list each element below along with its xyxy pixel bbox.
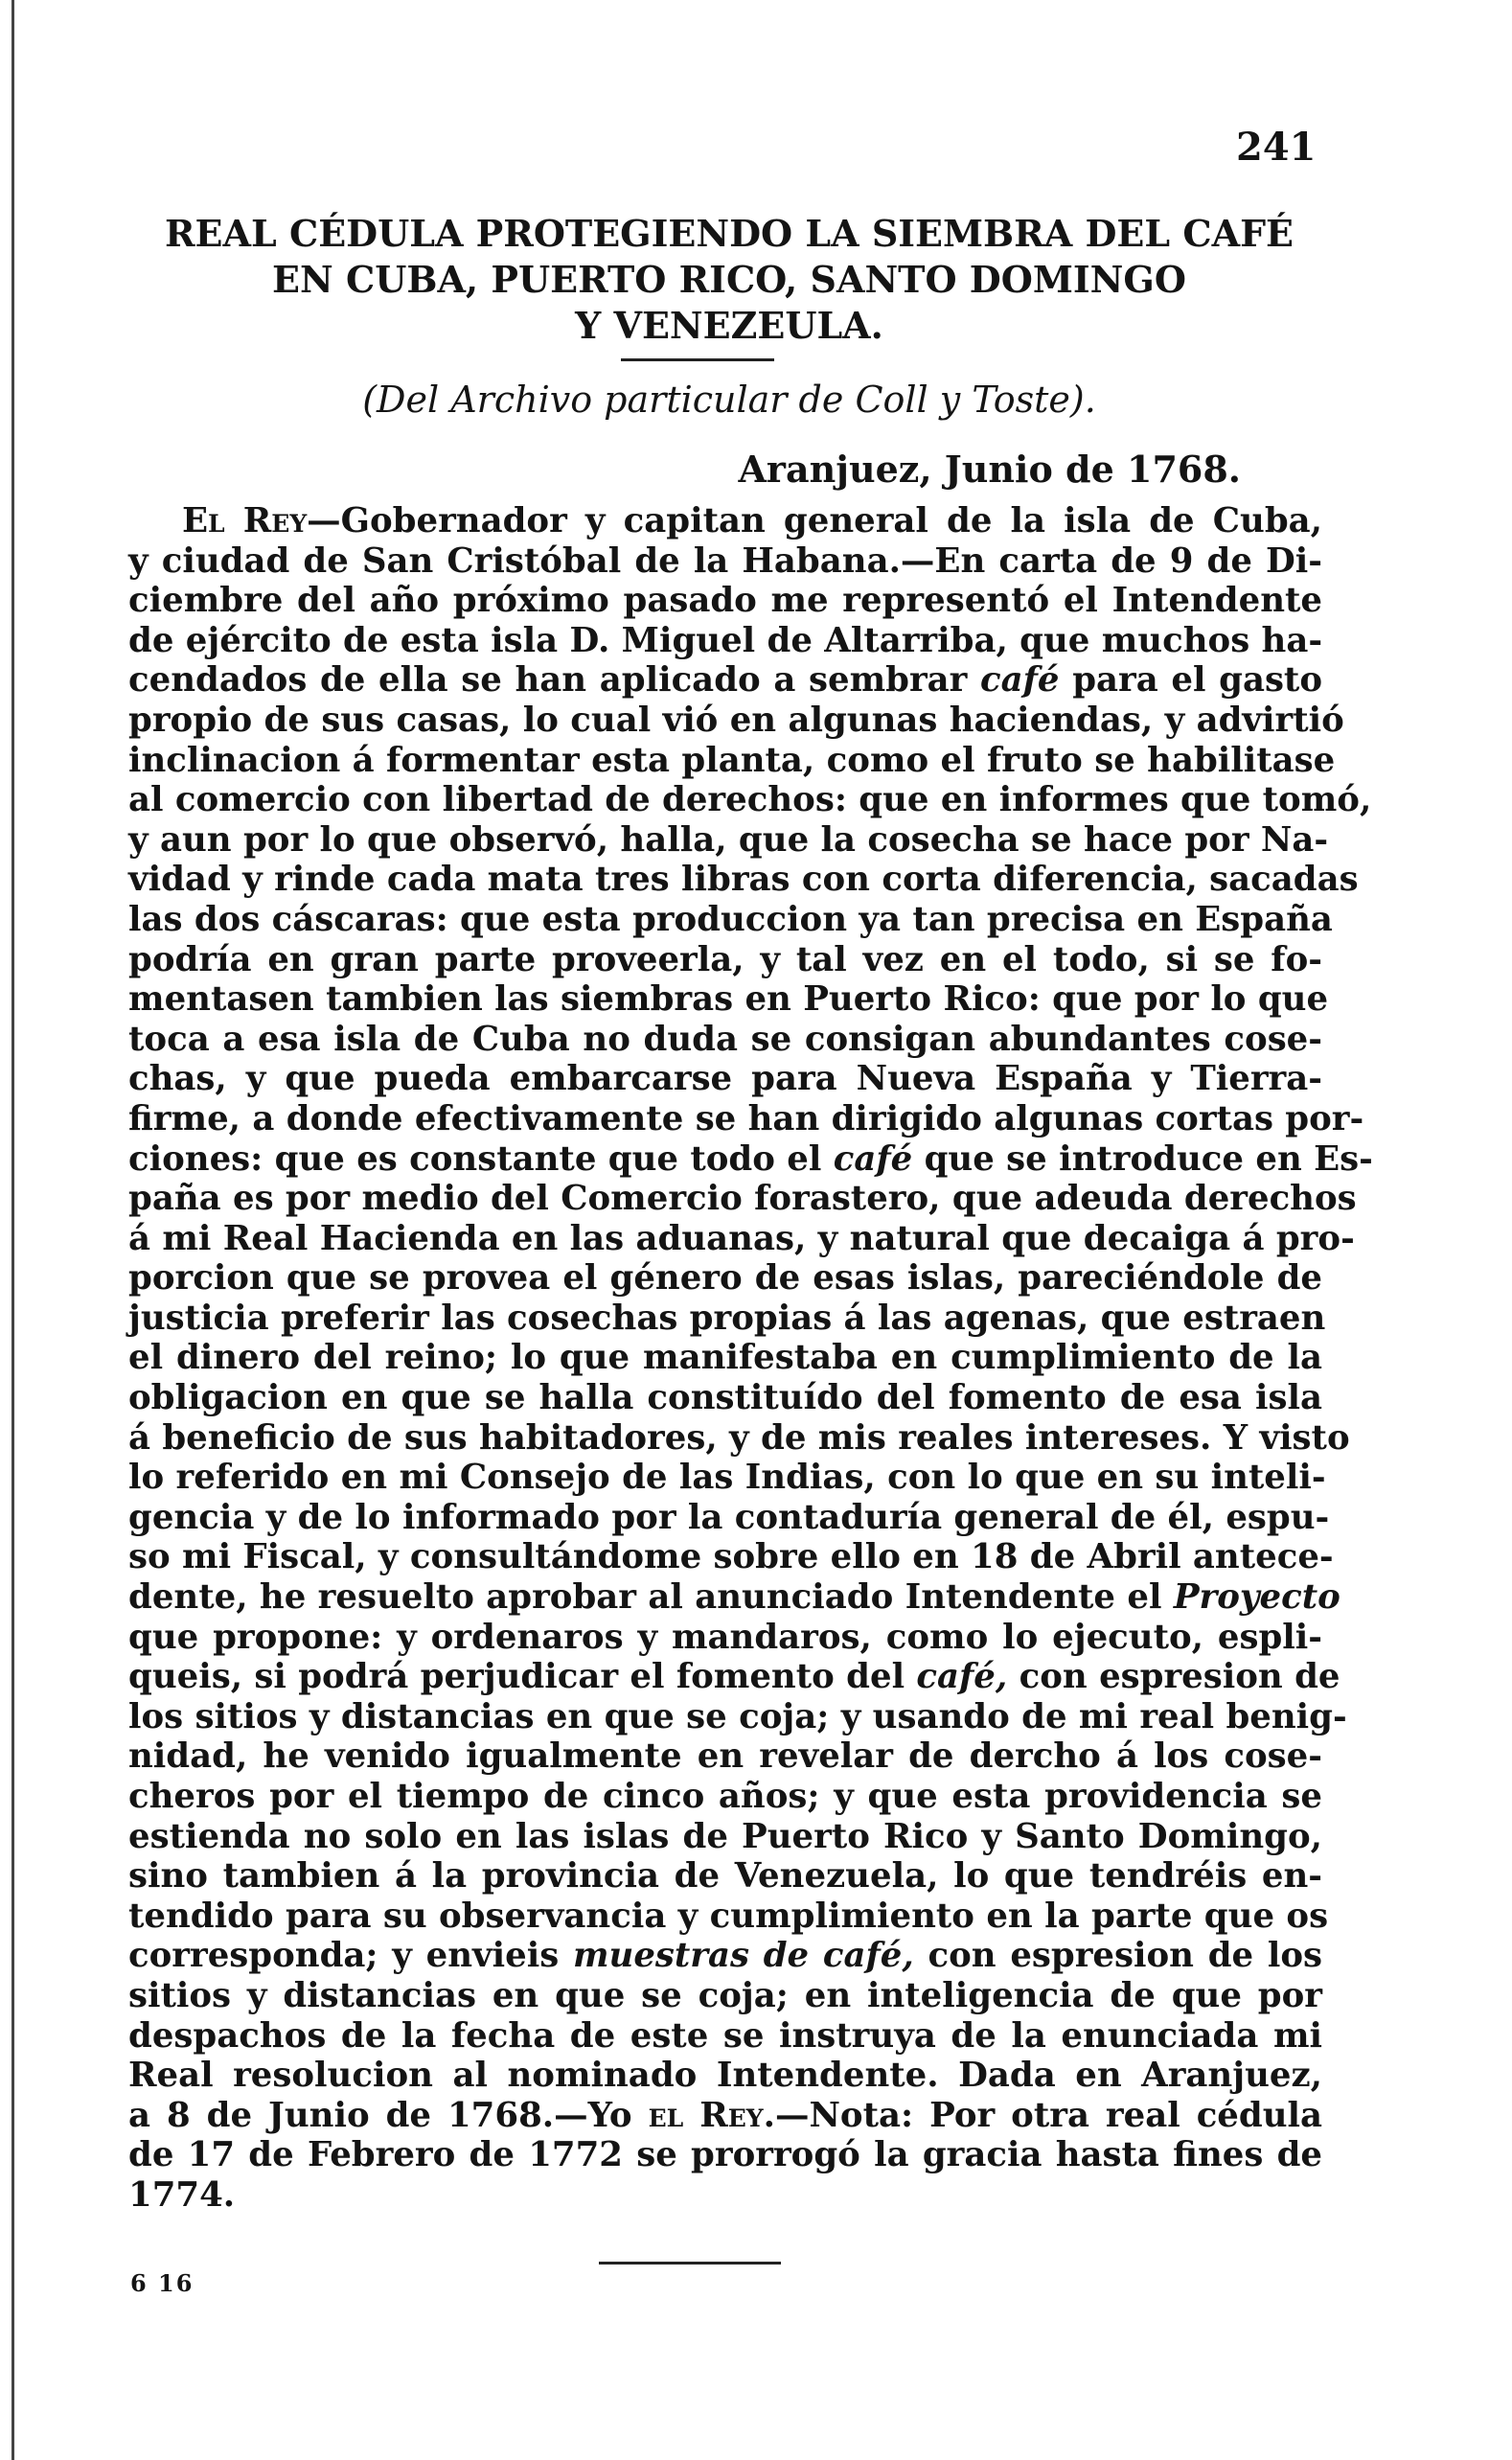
dateline: Aranjuez, Junio de 1768. <box>738 448 1241 491</box>
text-line: chas, y que pueda embarcarse para Nueva España y Tierra- <box>128 1059 1322 1099</box>
text-line: mentasen tambien las siembras en Puerto Rico: que por lo que <box>128 979 1329 1020</box>
opening-el: El <box>182 501 225 540</box>
title-divider <box>621 358 774 361</box>
text-line: firme, a donde efectivamente se han dirigido algunas cortas por- <box>128 1098 1364 1138</box>
italic-term: café, <box>916 1657 1008 1697</box>
text-line: queis, si podrá perjudicar el fomento del café, con espresion de <box>128 1657 1340 1697</box>
text-line: sino tambien á la provincia de Venezuela, lo que tendréis en- <box>128 1856 1322 1897</box>
text-line: vidad y rinde cada mata tres libras con corta diferencia, sacadas <box>128 860 1359 900</box>
text-line: obligacion en que se halla constituído del fomento de esa isla <box>128 1378 1322 1418</box>
text-line: toca a esa isla de Cuba no duda se consigan abundantes cose- <box>128 1019 1322 1059</box>
italic-term: muestras de café, <box>572 1936 914 1976</box>
text-line: propio de sus casas, lo cual vió en algunas haciendas, y advirtió <box>128 700 1344 740</box>
text-line: estienda no solo en las islas de Puerto Rico y Santo Domingo, <box>128 1816 1322 1856</box>
text-line: los sitios y distancias en que se coja; y usando de mi real benig- <box>128 1696 1347 1736</box>
opening-rey: Rey <box>242 501 308 540</box>
text-line: el dinero del reino; lo que manifestaba en cumplimiento de la <box>128 1338 1322 1378</box>
text-line: porcion que se provea el género de esas islas, pareciéndole de <box>128 1258 1322 1299</box>
text-line: El Rey—Gobernador y capitan general de la isla de Cuba, <box>182 501 1322 540</box>
text-line: á mi Real Hacienda en las aduanas, y natural que decaiga á pro- <box>128 1218 1355 1258</box>
source-note: (Del Archivo particular de Coll y Toste). <box>362 379 1096 421</box>
text-line: las dos cáscaras: que esta produccion ya tan precisa en España <box>128 899 1333 939</box>
text-line: so mi Fiscal, y consultándome sobre ello en 18 de Abril antece- <box>128 1537 1334 1577</box>
italic-term: café <box>980 660 1060 701</box>
document-title <box>134 211 1324 349</box>
page-edge-rule <box>11 0 14 2460</box>
text-line: de 17 de Febrero de 1772 se prorrogó la gracia hasta fines de <box>128 2135 1322 2175</box>
text-line: gencia y de lo informado por la contaduría general de él, espu- <box>128 1497 1330 1537</box>
text-line: cendados de ella se han aplicado a sembrar café para el gasto <box>128 660 1323 701</box>
title-line-2: EN CUBA, PUERTO RICO, SANTO DOMINGO <box>272 258 1186 301</box>
italic-term: Proyecto <box>1173 1577 1340 1618</box>
text-line: y ciudad de San Cristóbal de la Habana.—En carta de 9 de Di- <box>128 540 1322 581</box>
text-line: al comercio con libertad de derechos: que en informes que tomó, <box>128 780 1372 820</box>
italic-term: café <box>833 1138 913 1179</box>
text-line: ciones: que es constante que todo el café que se introduce en Es- <box>128 1138 1373 1179</box>
text-line: tendido para su observancia y cumplimiento en la parte que os <box>128 1896 1329 1936</box>
text-line: sitios y distancias en que se coja; en inteligencia de que por <box>128 1975 1322 2015</box>
text-line: cheros por el tiempo de cinco años; y que esta providencia se <box>128 1777 1322 1816</box>
text-line: de ejército de esta isla D. Miguel de Altarriba, que muchos ha- <box>128 620 1323 660</box>
title-line-1: REAL CÉDULA PROTEGIENDO LA SIEMBRA DEL CAFÉ <box>164 212 1294 255</box>
closing-divider <box>599 2262 781 2265</box>
text-line: paña es por medio del Comercio forastero, que adeuda derechos <box>128 1179 1357 1219</box>
text-line: podría en gran parte proveerla, y tal vez en el todo, si se fo- <box>128 939 1322 979</box>
title-line-3: Y VENEZEULA. <box>575 304 883 347</box>
text-line: lo referido en mi Consejo de las Indias, con lo que en su inteli- <box>128 1458 1326 1498</box>
text-line: despachos de la fecha de este se instruya de la enunciada mi <box>128 2015 1322 2056</box>
text-line: y aun por lo que observó, halla, que la cosecha se hace por Na- <box>128 819 1329 860</box>
signature-mark: 6 16 <box>130 2269 195 2297</box>
text-line: Real resolucion al nominado Intendente. Dada en Aranjuez, <box>128 2056 1322 2096</box>
text-line: inclinacion á formentar esta planta, como el fruto se habilitase <box>128 740 1336 780</box>
text-line: dente, he resuelto aprobar al anunciado Intendente el Proyecto <box>128 1577 1340 1618</box>
text-line: ciembre del año próximo pasado me representó el Intendente <box>128 581 1322 621</box>
text-line: á beneficio de sus habitadores, y de mis reales intereses. Y visto <box>128 1417 1350 1458</box>
page-number: 241 <box>1236 125 1317 170</box>
text-line: 1774. <box>128 2174 236 2215</box>
text-line: justicia preferir las cosechas propias á las agenas, que estraen <box>128 1298 1326 1338</box>
text-line: que propone: y ordenaros y mandaros, como lo ejecuto, espli- <box>128 1617 1322 1657</box>
text-line: corresponda; y envieis muestras de café, con espresion de los <box>128 1936 1323 1976</box>
text-line: nidad, he venido igualmente en revelar de dercho á los cose- <box>128 1736 1322 1777</box>
text-line: a 8 de Junio de 1768.—Yo el Rey.—Nota: Por otra real cédula <box>128 2095 1323 2135</box>
body-text <box>128 501 1373 2216</box>
